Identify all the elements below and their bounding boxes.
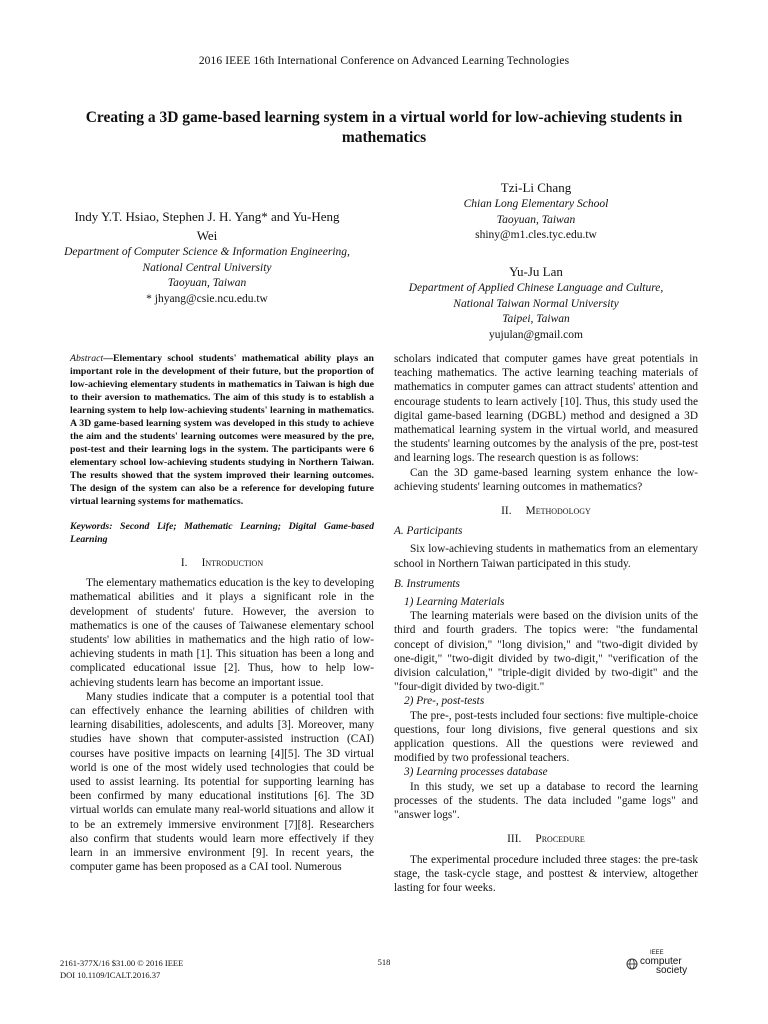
conference-header: 2016 IEEE 16th International Conference on Advanced Learning Technologies — [198, 55, 570, 67]
affiliation-block-3 — [380, 262, 692, 343]
institution-1: National Central University — [142, 261, 272, 274]
subsubsection-database: 3) Learning processes database — [404, 766, 548, 779]
research-question: Can the 3D game-based learning system enhance the low-achieving students' learning outcomes in mathematics? — [394, 466, 698, 493]
left-column — [70, 352, 374, 874]
intro-paragraph-3: scholars indicated that computer games have great potentials in teaching mathematics. The active learning teaching materials of mathematics in computer games can attract students' attention and encourage students to learn actively [10]. Thus, this study used the digital game-based learning (DGBL) method and designed a 3D mathematical learning system in the virtual world, and measured the students' learning outcomes by the analysis of the pre, post-test and learning logs. The research question is as follows: — [394, 353, 698, 465]
section-title-2: Methodology — [525, 505, 591, 518]
section-title-3: Procedure — [535, 833, 585, 846]
subsection-instruments: B. Instruments — [394, 577, 460, 590]
issn-price: 2161-377X/16 $31.00 © 2016 IEEE — [60, 958, 184, 968]
subsubsection-learning-materials: 1) Learning Materials — [404, 596, 505, 609]
author-name-2: Tzi-Li Chang — [500, 180, 572, 195]
participants-text: Six low-achieving students in mathematics from an elementary school in Northern Taiwan participated in this study. — [394, 543, 698, 570]
section-number-1: I. — [180, 557, 188, 569]
department-1: Department of Computer Science & Information Engineering, — [64, 246, 350, 258]
intro-paragraph-1: The elementary mathematics education is the key to developing mathematical abilities and it plays a significant role in the development of students' future. However, the aversion to mathematics is one of the causes of Taiwanese elementary school students' low abilities in mathematics and the high ratio of low-achieving students in math [1]. This situation has been a long and complicated educational issue [2]. Thus, how to help low-achieving students learn has become an important issue. — [70, 577, 374, 689]
logo-ieee: IEEE — [650, 950, 664, 956]
abstract — [70, 352, 374, 508]
procedure-text: The experimental procedure included three stages: the pre-task stage, the task-cycle stage, and posttest & interview, altogether lasting for four weeks. — [394, 853, 698, 894]
email-1: * jhyang@csie.ncu.edu.tw — [146, 292, 268, 305]
right-column — [394, 352, 698, 895]
paper-title: Creating a 3D game-based learning system in a virtual world for low-achieving students in mathematics — [85, 109, 683, 146]
subsubsection-pre-post-tests: 2) Pre-, post-tests — [404, 695, 485, 708]
computer-society-logo — [626, 950, 702, 980]
email-2: shiny@m1.cles.tyc.edu.tw — [475, 229, 597, 241]
affiliation-block-1 — [64, 207, 350, 307]
abstract-text: —Elementary school students' mathematical ability plays an important role in the development of their future, but the proportion of low-achieving elementary students in mathematics in Taiwan is high due to their aversion to mathematics. The aim of this study is to establish a learning system to help low-achieving students' learning in mathematics. A 3D game-based learning system was developed in this study to achieve the aim and the students' learning outcomes were measured by the pre, post-test and their learning logs in the system. The participants were 6 elementary school low-achieving students studying in Northern Taiwan. The results showed that the system improved their learning outcomes. The design of the system can also be a reference for developing future virtual learning systems for mathematics. — [70, 353, 374, 507]
keywords: Keywords: Second Life; Mathematic Learning; Digital Game-based Learning — [70, 521, 374, 545]
city-1: Taoyuan, Taiwan — [167, 277, 247, 289]
author-name-3: Yu-Ju Lan — [509, 264, 563, 279]
logo-computer: computer — [640, 956, 682, 967]
intro-paragraph-2: Many studies indicate that a computer is a potential tool that can effectively enhance the learning abilities of children with learning disabilities, adolescents, and adults [3]. Moreover, many studies have shown that computer-assisted instruction (CAI) courses have positive impacts on learning [4][5]. The 3D virtual world is one of the most widely used technologies that could be used to assist learning. Its potential for supporting learning has been confirmed by many educational institutions [6]. The 3D virtual worlds can emulate many real-world situations and allow it to be an extremely immersive environment [7][8]. Researchers also confirm that students would learn more effectively if they learn in an immersive environment [9]. In recent years, the computer game has been proposed as a CAI tool. Numerous — [70, 690, 374, 874]
database-text: In this study, we set up a database to record the learning processes of the students. The data included "game logs" and "answer logs". — [394, 780, 698, 822]
section-heading-introduction — [70, 556, 374, 570]
pre-post-tests-text: The pre-, post-tests included four sections: five multiple-choice questions, four long divisions, five general questions and six application questions. All the questions were reviewed and modified by two professional teachers. — [394, 709, 698, 765]
learning-materials-text: The learning materials were based on the division units of the third and fourth graders. The topics were: "the fundamental concept of division," "long division," and "two-digit divided by one-digit," "two-digit divided by two-digit," "verification of the division calculation," "triple-digit divided by two-digit" and the "four-digit divided by two-digit." — [394, 610, 698, 694]
affiliation-block-2 — [380, 178, 692, 244]
section-heading-procedure — [394, 832, 698, 846]
institution-3: National Taiwan Normal University — [453, 297, 619, 310]
page-number: 518 — [377, 957, 391, 967]
section-heading-methodology — [394, 504, 698, 518]
city-2: Taoyuan, Taiwan — [496, 213, 576, 226]
author-names-1: Indy Y.T. Hsiao, Stephen J. H. Yang* and Yu-Heng Wei — [74, 209, 340, 243]
city-3: Taipei, Taiwan — [502, 313, 570, 325]
section-number-3: III. — [507, 833, 522, 846]
institution-2: Chian Long Elementary School — [463, 198, 609, 210]
logo-society: society — [656, 965, 688, 976]
abstract-lead: Abstract — [70, 353, 104, 364]
copyright-footer — [60, 957, 183, 981]
department-3: Department of Applied Chinese Language and Culture, — [408, 282, 664, 294]
section-number-2: II. — [501, 505, 512, 518]
doi: DOI 10.1109/ICALT.2016.37 — [60, 970, 161, 980]
globe-icon — [626, 958, 638, 970]
section-title-1: Introduction — [201, 557, 264, 569]
subsection-participants: A. Participants — [394, 525, 463, 538]
email-3: yujulan@gmail.com — [489, 328, 583, 341]
